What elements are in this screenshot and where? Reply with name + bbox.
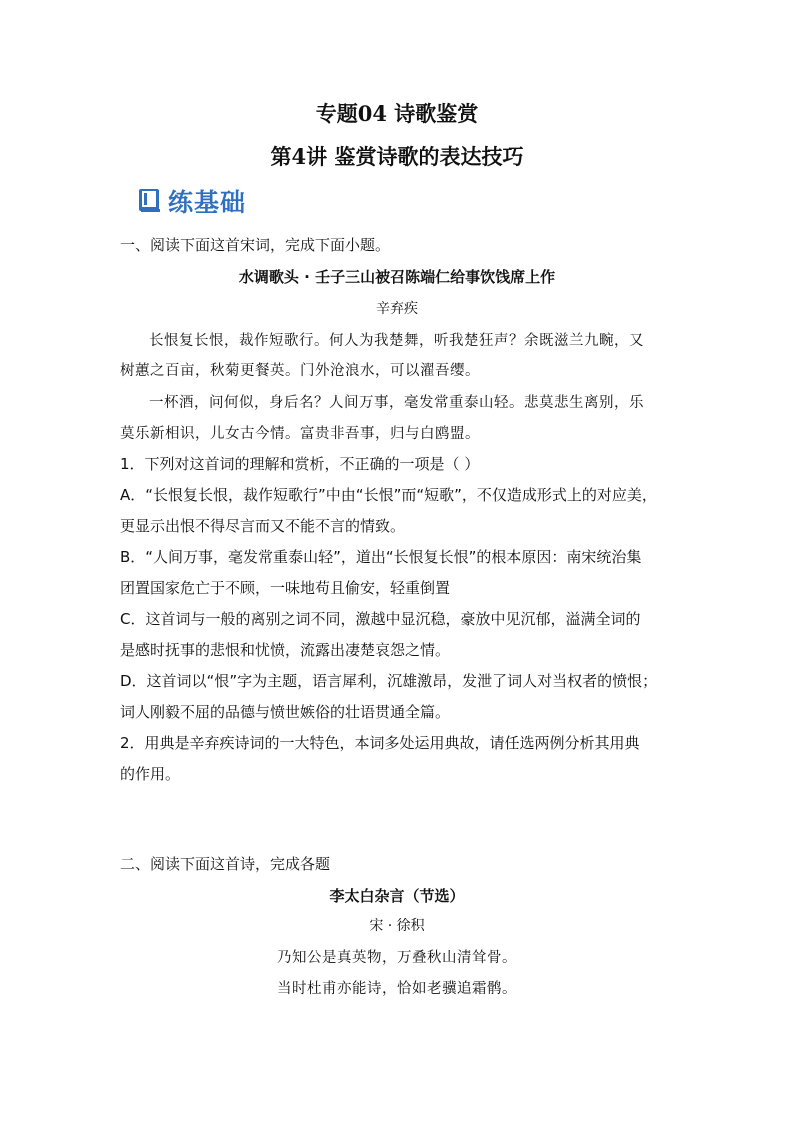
section-label: 练基础 bbox=[168, 188, 247, 217]
doc-subtitle: 第4讲 鉴赏诗歌的表达技巧 bbox=[270, 144, 524, 169]
option-d-line: D．这首词以“恨”字为主题，语言犀利，沉雄激昂，发泄了词人对当权者的愤恨； bbox=[120, 672, 658, 690]
part2-intro: 二、阅读下面这首诗，完成各题 bbox=[120, 855, 331, 873]
option-d-line: 词人刚毅不屈的品德与愤世嫉俗的壮语贯通全篇。 bbox=[120, 703, 451, 721]
option-b-line: B．“人间万事，毫发常重泰山轻”，道出“长恨复长恨”的根本原因：南宋统治集 bbox=[120, 548, 642, 566]
poem1-line: 一杯酒，问何似，身后名？人间万事，毫发常重泰山轻。悲莫悲生离别，乐 bbox=[149, 395, 644, 411]
question-2-line: 2．用典是辛弃疾诗词的一大特色，本词多处运用典故，请任选两例分析其用典 bbox=[120, 734, 640, 752]
option-a-line: 更显示出恨不得尽言而又不能不言的情致。 bbox=[120, 517, 406, 535]
poem2-line: 乃知公是真英物，万叠秋山清耸骨。 bbox=[277, 950, 517, 966]
option-b-line: 团置国家危亡于不顾，一味地苟且偷安，轻重倒置 bbox=[120, 579, 451, 597]
part1-intro: 一、阅读下面这首宋词，完成下面小题。 bbox=[120, 236, 391, 254]
poem1-line: 树蕙之百亩，秋菊更餐英。门外沧浪水，可以濯吾缨。 bbox=[120, 363, 480, 379]
option-a-line: A．“长恨复长恨，裁作短歌行”中由“长恨”而“短歌”，不仅造成形式上的对应美， bbox=[120, 486, 657, 504]
poem2-line: 当时杜甫亦能诗，恰如老骥追霜鹘。 bbox=[277, 981, 517, 997]
poem1-line: 长恨复长恨，裁作短歌行。何人为我楚舞，听我楚狂声？余既滋兰九畹，又 bbox=[149, 333, 644, 349]
poem1-line: 莫乐新相识，儿女古今情。富贵非吾事，归与白鸥盟。 bbox=[120, 426, 480, 442]
doc-title: 专题04 诗歌鉴赏 bbox=[315, 101, 479, 126]
book-icon bbox=[138, 188, 162, 214]
section-header bbox=[138, 186, 246, 216]
question-2-line: 的作用。 bbox=[120, 765, 181, 783]
poem1-author: 辛弃疾 bbox=[376, 301, 418, 317]
poem2-author: 宋 · 徐积 bbox=[369, 918, 425, 934]
poem1-title: 水调歌头 · 壬子三山被召陈端仁给事饮饯席上作 bbox=[238, 268, 556, 286]
option-c-line: 是感时抚事的悲恨和忧愤，流露出凄楚哀怨之情。 bbox=[120, 641, 451, 659]
poem2-title: 李太白杂言（节选） bbox=[329, 887, 465, 905]
option-c-line: C．这首词与一般的离别之词不同，激越中显沉稳，豪放中见沉郁，溢满全词的 bbox=[120, 610, 641, 628]
question-1: 1．下列对这首词的理解和赏析，不正确的一项是（ ） bbox=[120, 455, 480, 473]
